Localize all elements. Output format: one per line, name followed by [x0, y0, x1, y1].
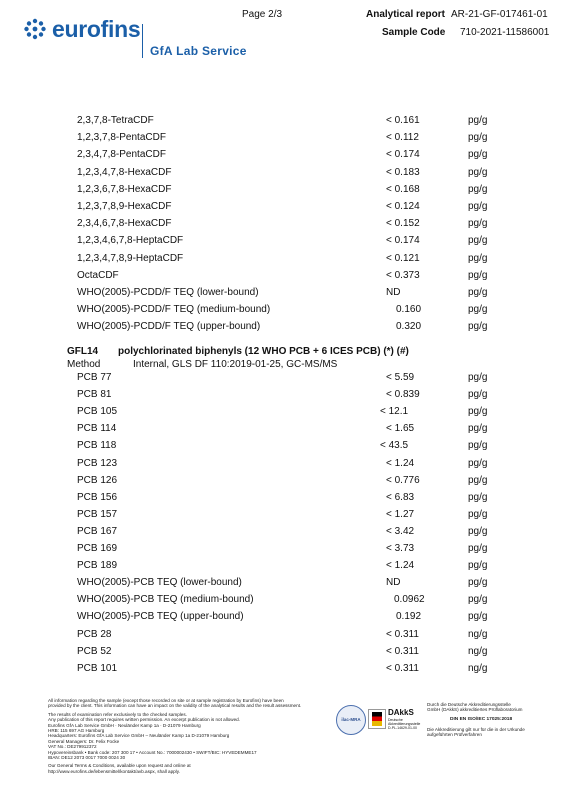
result-value: < 1.24	[386, 560, 415, 572]
result-unit: pg/g	[468, 304, 488, 316]
result-unit: pg/g	[468, 457, 488, 469]
table-row	[0, 184, 568, 200]
result-unit: pg/g	[468, 525, 488, 537]
table-row	[0, 167, 568, 183]
result-value: < 0.112	[386, 132, 419, 144]
result-value: < 0.311	[386, 645, 419, 657]
result-unit: pg/g	[468, 491, 488, 503]
table-row	[0, 389, 568, 405]
parameter-name: WHO(2005)-PCDD/F TEQ (medium-bound)	[77, 304, 271, 316]
parameter-name: PCB 28	[77, 628, 112, 640]
logo-divider	[142, 24, 143, 58]
result-unit: pg/g	[468, 132, 488, 144]
result-value: < 0.168	[386, 183, 420, 195]
parameter-name: 2,3,4,7,8-PentaCDF	[77, 149, 166, 161]
accreditation-norm: DIN EN ISO/IEC 17025:2018	[450, 717, 513, 722]
result-value: 0.192	[396, 611, 422, 623]
parameter-name: PCB 81	[77, 389, 112, 401]
result-value: < 3.73	[386, 543, 415, 554]
footer-line: Eurofins GfA Lab Service GmbH · Neuländer Kamp 1a · D-21079 Hamburg	[48, 722, 201, 728]
dakks-title: DAkkS	[388, 708, 414, 717]
result-value: < 0.121	[386, 252, 420, 264]
result-unit: pg/g	[468, 287, 488, 298]
parameter-name: 1,2,3,4,6,7,8-HeptaCDF	[77, 235, 184, 247]
footer-line: The results of examination refer exclusively to the checked samples.	[48, 711, 187, 717]
ilac-mra-text: ilac-MRA	[341, 717, 361, 722]
parameter-name: PCB 169	[77, 543, 118, 554]
result-unit: pg/g	[468, 218, 488, 230]
footer-line: provided by the client. This information can have an impact on the validity of the analytical results and the result assessment.	[48, 703, 302, 709]
table-row	[0, 423, 568, 439]
table-row	[0, 304, 568, 320]
footer-line: All information regarding the sample (except those recorded on site or at sample registration by Eurofins) have been	[48, 698, 284, 703]
parameter-name: WHO(2005)-PCB TEQ (upper-bound)	[77, 611, 244, 623]
parameter-name: PCB 118	[77, 440, 117, 452]
sample-code-value: 710-2021-11586001	[460, 27, 550, 38]
parameter-name: OctaCDF	[77, 269, 119, 281]
table-row	[0, 287, 568, 303]
table-row	[0, 611, 568, 627]
ilac-mra-badge	[336, 705, 366, 735]
result-value: < 43.5	[380, 440, 409, 452]
table-row	[0, 543, 568, 559]
result-unit: pg/g	[468, 560, 488, 572]
parameter-name: 2,3,7,8-TetraCDF	[77, 115, 154, 126]
table-row	[0, 440, 568, 456]
result-value: < 0.152	[386, 218, 420, 230]
dakks-subtitle: Deutsche Akkreditierungsstelle D-PL-14629-01-00	[388, 718, 421, 730]
result-value: < 0.311	[386, 628, 419, 640]
result-unit: pg/g	[468, 252, 488, 264]
result-value: 0.0962	[394, 594, 425, 606]
table-row	[0, 629, 568, 645]
parameter-name: PCB 52	[77, 645, 112, 657]
footer-line: General Managers: Dr. Felix Focke	[48, 738, 120, 744]
accreditation-line-4: aufgeführten Prüfverfahren	[427, 732, 482, 738]
accreditation-text	[427, 702, 522, 713]
result-unit: pg/g	[468, 594, 488, 606]
parameter-name: PCB 114	[77, 423, 117, 435]
table-row	[0, 577, 568, 593]
parameter-name: PCB 101	[77, 662, 118, 674]
result-unit: pg/g	[468, 269, 488, 281]
logo-wordmark: eurofins	[52, 16, 141, 42]
page-number: Page 2/3	[242, 9, 283, 20]
parameter-name: 1,2,3,4,7,8,9-HeptaCDF	[77, 252, 184, 264]
result-value: < 0.373	[386, 269, 420, 281]
method-value: Internal, GLS DF 110:2019-01-25, GC-MS/MS	[133, 359, 338, 370]
result-unit: pg/g	[468, 389, 488, 401]
parameter-name: PCB 157	[77, 508, 118, 520]
parameter-name: 1,2,3,6,7,8-HexaCDF	[77, 183, 172, 195]
result-value: < 0.183	[386, 166, 420, 178]
eurofins-logo	[24, 14, 254, 60]
result-unit: pg/g	[468, 423, 488, 435]
footer-line: HRB: 115 697 AG Hamburg	[48, 728, 105, 734]
result-unit: pg/g	[468, 115, 488, 126]
dakks-flag-icon	[368, 709, 386, 729]
parameter-name: PCB 156	[77, 491, 118, 503]
table-row	[0, 663, 568, 679]
parameter-name: WHO(2005)-PCB TEQ (lower-bound)	[77, 577, 242, 589]
result-value: 0.160	[396, 304, 422, 316]
footer-line: Our General Terms & Conditions, available upon request and online at	[48, 763, 191, 769]
table-row	[0, 149, 568, 165]
table-row	[0, 132, 568, 148]
table-row	[0, 372, 568, 388]
result-unit: ng/g	[468, 628, 488, 640]
footer-line: IBAN: DE12 2073 0017 7000 0024 30	[48, 755, 126, 761]
result-unit: pg/g	[468, 508, 488, 520]
result-value: < 12.1	[380, 406, 409, 418]
logo-subtitle: GfA Lab Service	[150, 44, 247, 58]
table-row	[0, 270, 568, 286]
section-title: polychlorinated biphenyls (12 WHO PCB + 6 ICES PCB) (*) (#)	[118, 346, 409, 357]
result-value: < 0.124	[386, 201, 420, 212]
footer-text	[48, 698, 301, 774]
table-row	[0, 321, 568, 337]
parameter-name: PCB 105	[77, 406, 118, 418]
result-unit: ng/g	[468, 662, 488, 674]
parameter-name: 2,3,4,6,7,8-HexaCDF	[77, 218, 172, 230]
parameter-name: PCB 167	[77, 525, 118, 537]
accreditation-line-1: Durch die Deutsche Akkreditierungsstelle	[427, 702, 511, 707]
table-row	[0, 235, 568, 251]
footer-line: VAT No.: DE279912372	[48, 744, 97, 750]
parameter-name: PCB 126	[77, 474, 118, 486]
result-unit: pg/g	[468, 372, 488, 383]
sample-code-label: Sample Code	[382, 27, 446, 38]
result-value: < 1.24	[386, 457, 415, 469]
result-unit: pg/g	[468, 321, 488, 333]
result-value: < 5.59	[386, 372, 415, 383]
table-row	[0, 201, 568, 217]
result-value: < 6.83	[386, 491, 415, 503]
table-row	[0, 218, 568, 234]
table-row	[0, 526, 568, 542]
footer-line: http://www.eurofins.de/lebensmittel/kontakt/avb.aspx, shall apply.	[48, 768, 180, 774]
table-row	[0, 458, 568, 474]
parameter-name: WHO(2005)-PCDD/F TEQ (upper-bound)	[77, 321, 261, 333]
result-unit: pg/g	[468, 543, 488, 554]
table-row	[0, 509, 568, 525]
footer-line: Any publication of this report requires written permission. An excerpt publication is not allowed.	[48, 717, 241, 723]
result-value: ND	[386, 287, 401, 298]
result-unit: pg/g	[468, 611, 488, 623]
table-row	[0, 492, 568, 508]
result-unit: pg/g	[468, 149, 488, 161]
eurofins-dots-icon	[24, 18, 46, 40]
accreditation-line-2: GmbH (DAkkS) akkreditiertes Prüflaboratorium	[427, 707, 523, 713]
report-label: Analytical report	[366, 9, 445, 20]
result-value: < 0.161	[386, 115, 420, 126]
result-unit: pg/g	[468, 474, 488, 486]
dakks-badge	[368, 707, 420, 733]
result-unit: ng/g	[468, 645, 488, 657]
table-row	[0, 406, 568, 422]
parameter-name: 1,2,3,4,7,8-HexaCDF	[77, 166, 172, 178]
table-row	[0, 646, 568, 662]
result-unit: pg/g	[468, 440, 488, 452]
result-unit: pg/g	[468, 235, 488, 247]
parameter-name: PCB 123	[77, 457, 118, 469]
result-value: < 1.27	[386, 508, 415, 520]
report-number: AR-21-GF-017461-01	[451, 9, 548, 20]
result-value: < 3.42	[386, 525, 415, 537]
result-value: ND	[386, 577, 401, 589]
method-label: Method	[67, 359, 101, 370]
result-unit: pg/g	[468, 201, 488, 212]
table-row	[0, 253, 568, 269]
result-unit: pg/g	[468, 166, 488, 178]
result-value: 0.320	[396, 321, 422, 333]
result-unit: pg/g	[468, 406, 488, 418]
footer-line: Headquarters: Eurofins GfA Lab Service GmbH – Neuländer Kamp 1a D-21079 Hamburg	[48, 733, 230, 739]
result-value: < 0.311	[386, 662, 419, 674]
table-row	[0, 560, 568, 576]
accreditation-scope	[427, 727, 525, 738]
parameter-name: 1,2,3,7,8,9-HexaCDF	[77, 201, 172, 212]
section-code: GFL14	[67, 346, 99, 357]
parameter-name: WHO(2005)-PCDD/F TEQ (lower-bound)	[77, 287, 259, 298]
result-unit: pg/g	[468, 577, 488, 589]
result-value: < 0.174	[386, 235, 420, 247]
result-unit: pg/g	[468, 183, 488, 195]
result-value: < 0.776	[386, 474, 420, 486]
table-row	[0, 475, 568, 491]
result-value: < 1.65	[386, 423, 415, 435]
table-row	[0, 594, 568, 610]
footer-line: Hypovereinsbank • Bank code: 207 300 17 • Account No.: 7000002430 • SWIFT/BIC: HYVEDEMME17	[48, 749, 257, 755]
result-value: < 0.174	[386, 149, 420, 161]
parameter-name: WHO(2005)-PCB TEQ (medium-bound)	[77, 594, 254, 606]
result-value: < 0.839	[386, 389, 420, 401]
parameter-name: 1,2,3,7,8-PentaCDF	[77, 132, 166, 144]
parameter-name: PCB 77	[77, 372, 112, 383]
parameter-name: PCB 189	[77, 560, 118, 572]
table-row	[0, 115, 568, 131]
accreditation-line-3: Die Akkreditierung gilt nur für die in der Urkunde	[427, 727, 525, 732]
